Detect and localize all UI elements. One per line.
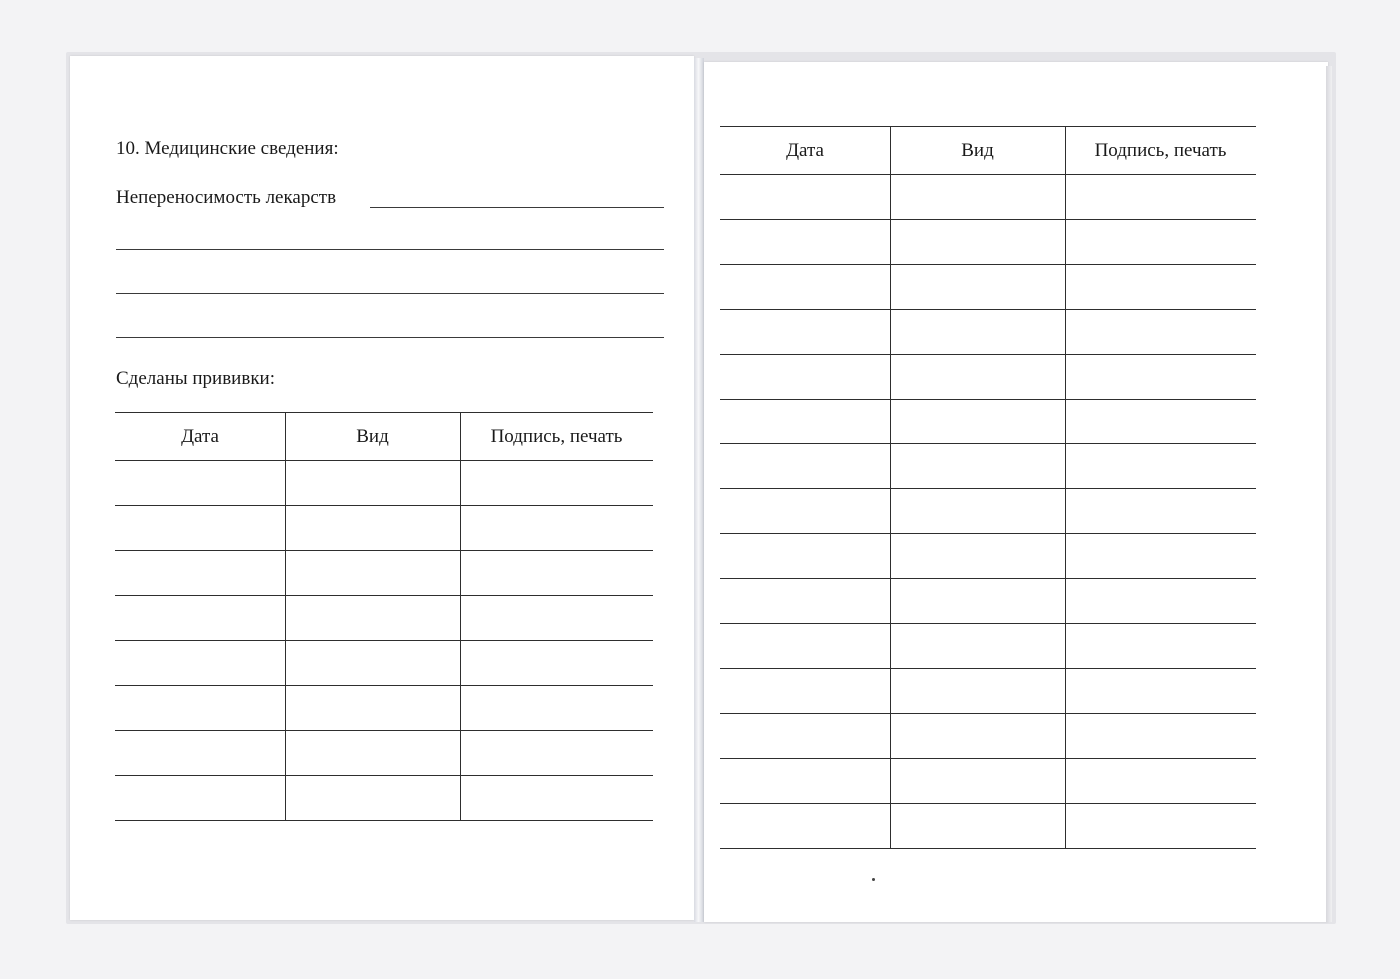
- table-row-rule: [720, 443, 1256, 444]
- table-row-rule: [720, 219, 1256, 220]
- drug-intolerance-line: [370, 207, 664, 208]
- table-column-rule: [1065, 126, 1066, 848]
- left-page: [70, 56, 694, 920]
- table-row-rule: [720, 488, 1256, 489]
- table-row-rule: [720, 578, 1256, 579]
- table-row-rule: [115, 595, 653, 596]
- drug-intolerance-line: [116, 337, 664, 338]
- table-column-rule: [890, 126, 891, 848]
- column-header-signature: Подпись, печать: [490, 426, 623, 447]
- table-row-rule: [115, 550, 653, 551]
- table-row-rule: [720, 174, 1256, 175]
- table-row-rule: [720, 668, 1256, 669]
- page-edge: [1326, 66, 1332, 922]
- table-column-rule: [285, 412, 286, 820]
- table-top-rule: [720, 126, 1256, 127]
- table-row-rule: [720, 803, 1256, 804]
- table-row-rule: [720, 309, 1256, 310]
- right-page: [704, 62, 1328, 922]
- table-row-rule: [720, 713, 1256, 714]
- book-spine: [694, 58, 704, 922]
- column-header-type: Вид: [356, 426, 389, 447]
- table-row-rule: [115, 505, 653, 506]
- table-row-rule: [720, 623, 1256, 624]
- vaccination-table-left: [115, 412, 653, 820]
- column-header-signature: Подпись, печать: [1094, 140, 1227, 161]
- table-row-rule: [720, 354, 1256, 355]
- table-row-rule: [720, 399, 1256, 400]
- column-header-type: Вид: [961, 140, 994, 161]
- vaccination-table-right: [720, 126, 1256, 848]
- table-column-rule: [460, 412, 461, 820]
- table-row-rule: [115, 730, 653, 731]
- vaccinations-title: Сделаны прививки:: [116, 368, 275, 389]
- column-header-date: Дата: [786, 140, 824, 161]
- column-header-date: Дата: [181, 426, 219, 447]
- table-row-rule: [720, 264, 1256, 265]
- table-row-rule: [115, 685, 653, 686]
- section-title: 10. Медицинские сведения:: [116, 138, 339, 159]
- table-row-rule: [115, 820, 653, 821]
- table-row-rule: [115, 775, 653, 776]
- table-row-rule: [720, 533, 1256, 534]
- table-row-rule: [115, 640, 653, 641]
- drug-intolerance-line: [116, 293, 664, 294]
- table-row-rule: [115, 460, 653, 461]
- table-row-rule: [720, 758, 1256, 759]
- paper-speck: [872, 878, 875, 881]
- table-row-rule: [720, 848, 1256, 849]
- drug-intolerance-line: [116, 249, 664, 250]
- drug-intolerance-label: Непереносимость лекарств: [116, 187, 337, 208]
- table-top-rule: [115, 412, 653, 413]
